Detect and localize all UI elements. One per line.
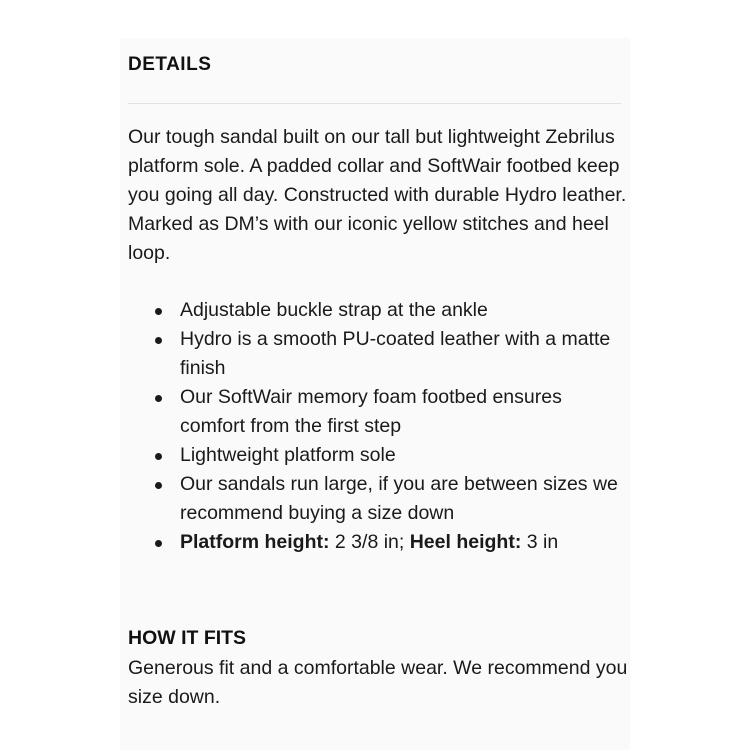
fit-description: Generous fit and a comfortable wear. We recommend you size down. — [128, 657, 628, 708]
feature-list — [128, 296, 628, 557]
platform-height-value: 2 3/8 in; — [329, 531, 410, 553]
bullet-icon — [155, 337, 162, 344]
feature-item — [128, 383, 628, 441]
details-heading: DETAILS — [128, 54, 212, 75]
bullet-icon — [155, 482, 162, 489]
platform-height-label: Platform height: — [180, 531, 330, 553]
feature-text: Our SoftWair memory foam footbed ensures comfort from the first step — [180, 386, 562, 437]
feature-text: Adjustable buckle strap at the ankle — [180, 299, 488, 321]
feature-item — [128, 470, 628, 528]
details-divider — [128, 103, 621, 104]
feature-text: Our sandals run large, if you are between sizes we recommend buying a size down — [180, 473, 618, 524]
bullet-icon — [155, 540, 162, 547]
feature-item — [128, 325, 628, 383]
feature-item — [128, 296, 628, 325]
bullet-icon — [155, 308, 162, 315]
measurement-item — [128, 528, 628, 557]
product-description: Our tough sandal built on our tall but lightweight Zebrilus platform sole. A padded collar and SoftWair footbed keep you going all day. Constructed with durable Hydro leather. Marked as DM’s with our iconic yellow stitches and heel loop. — [128, 126, 627, 264]
bullet-icon — [155, 453, 162, 460]
heel-height-value: 3 in — [521, 531, 559, 553]
fit-heading: HOW IT FITS — [128, 627, 247, 649]
feature-text: Lightweight platform sole — [180, 444, 396, 466]
bullet-icon — [155, 395, 162, 402]
feature-text: Hydro is a smooth PU-coated leather with a matte finish — [180, 328, 611, 379]
heel-height-label: Heel height: — [409, 531, 522, 553]
feature-item — [128, 441, 628, 470]
